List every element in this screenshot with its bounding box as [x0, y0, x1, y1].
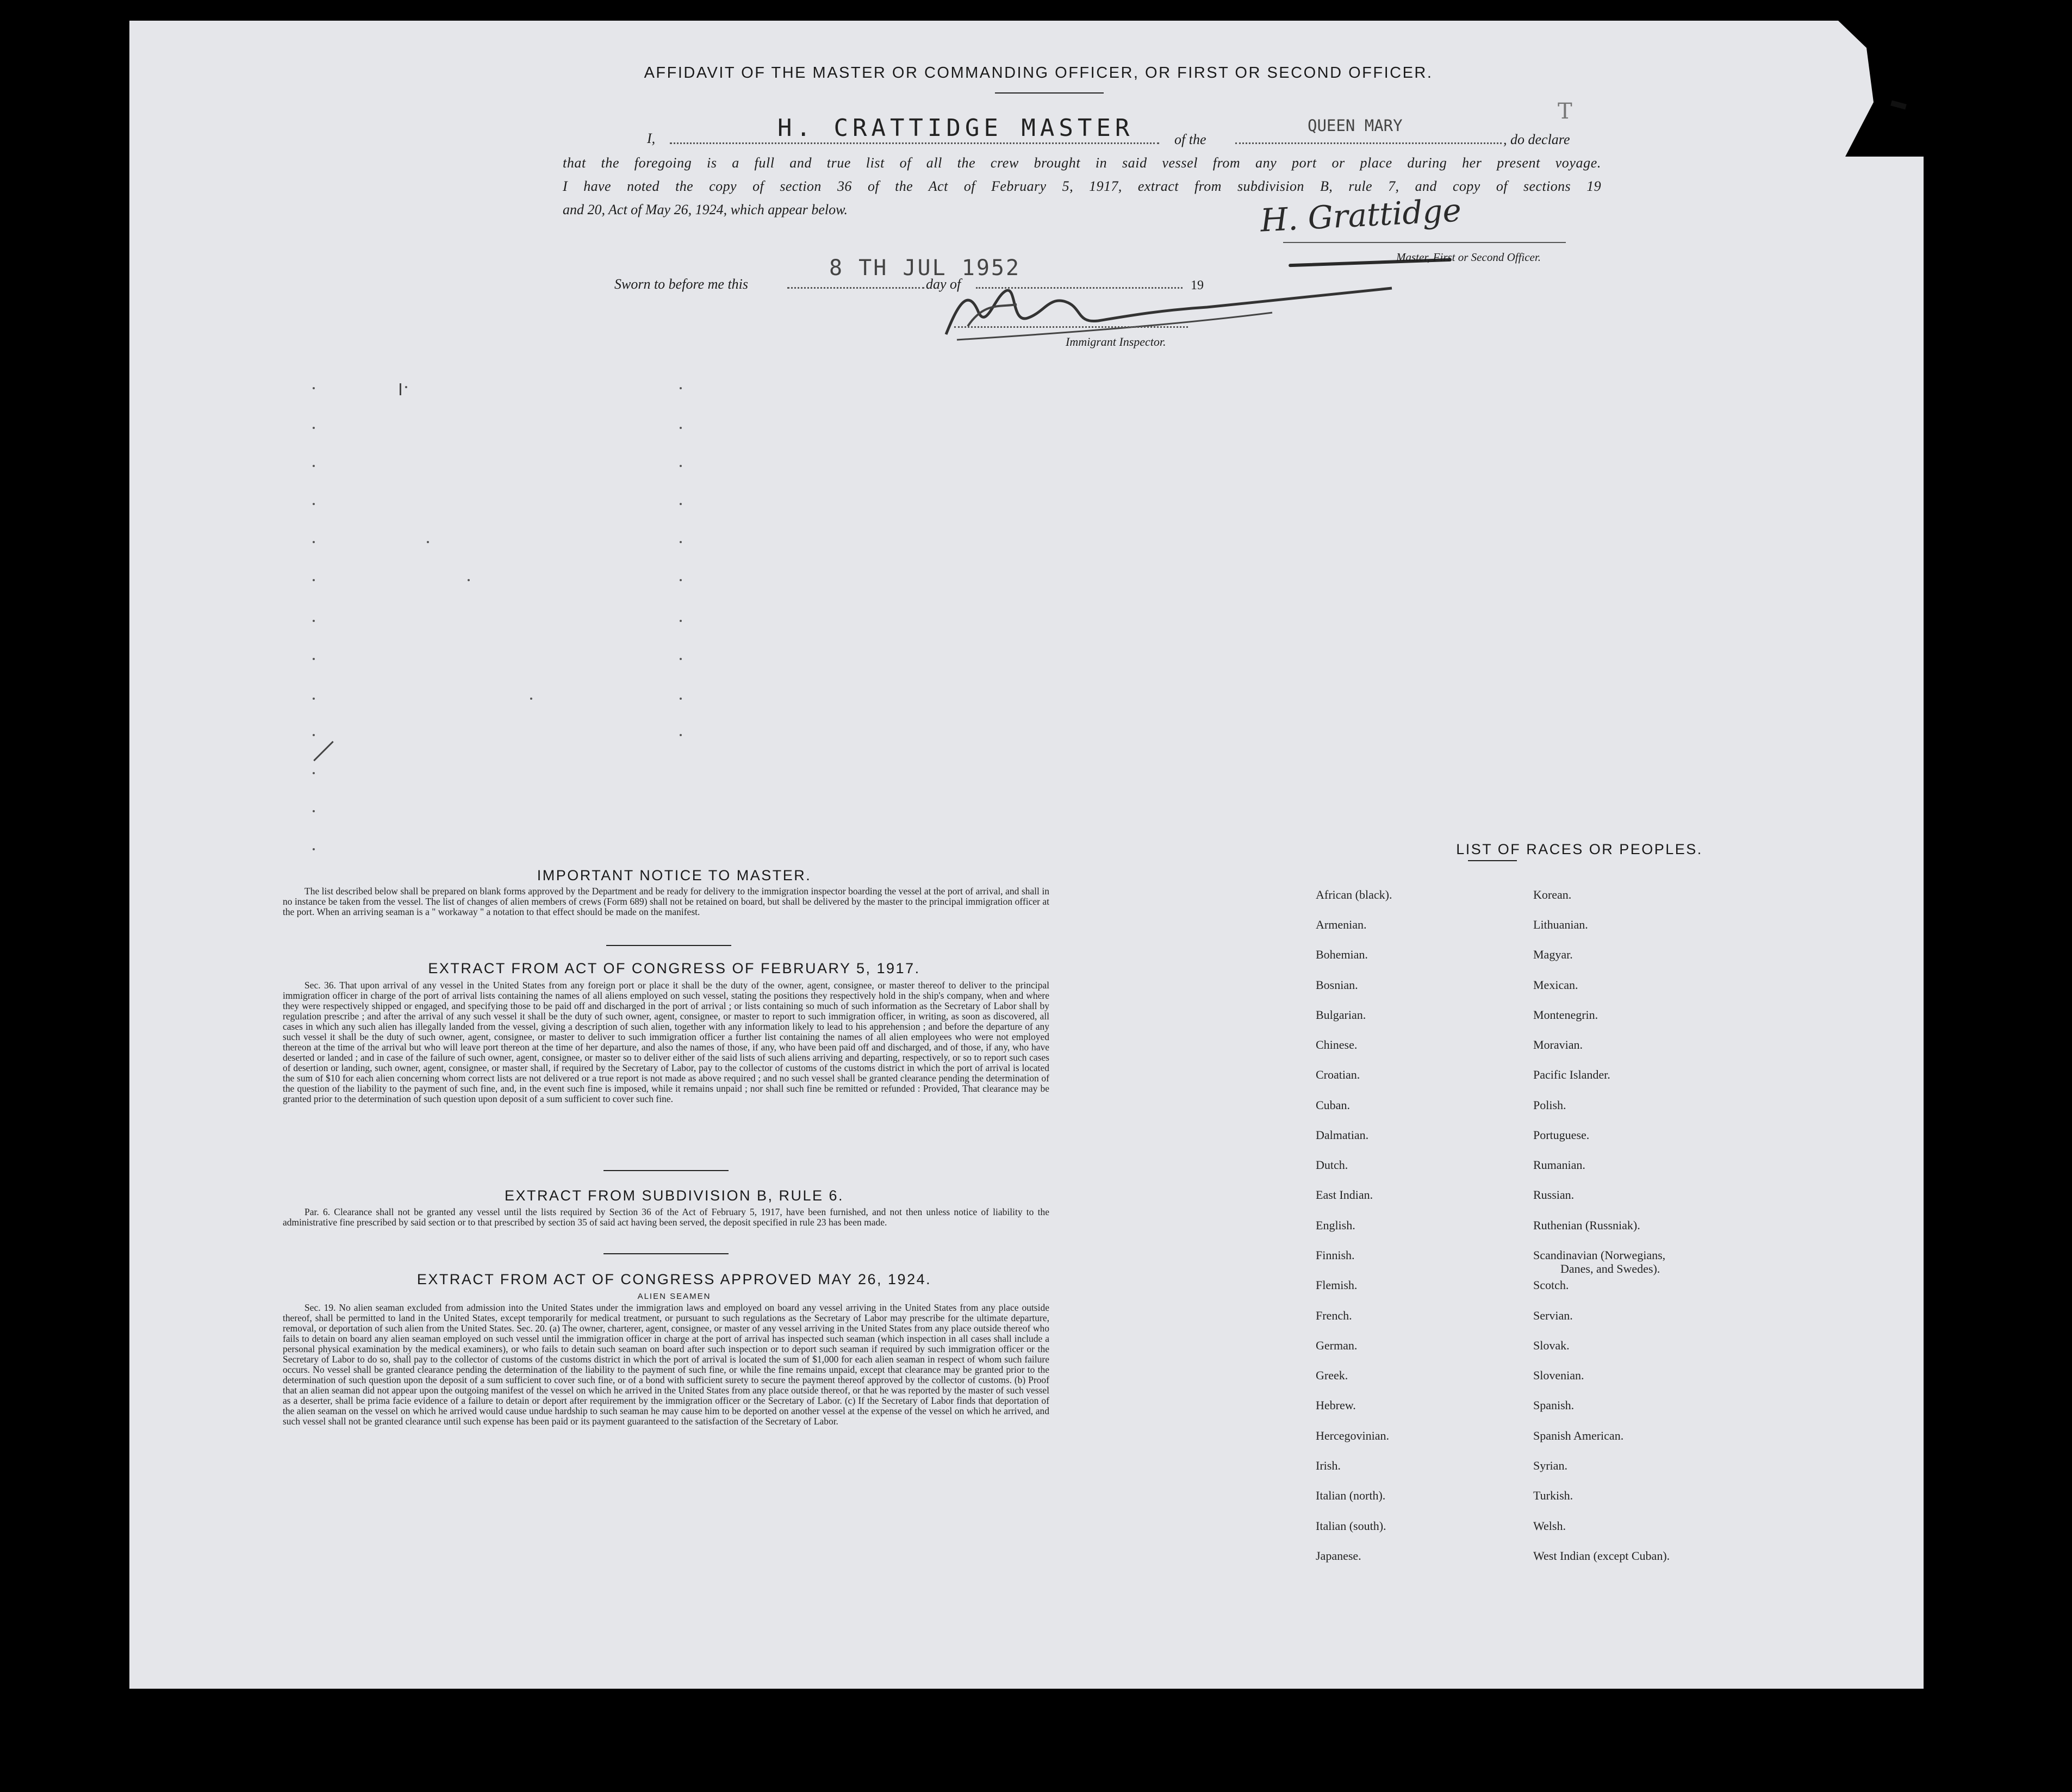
master-caption: Master, First or Second Officer.: [1396, 251, 1541, 264]
race-item: Scandinavian (Norwegians,: [1533, 1248, 1666, 1262]
race-item: German.: [1316, 1339, 1358, 1352]
mark: [405, 386, 407, 388]
vessel-stamp: QUEEN MARY: [1308, 116, 1403, 135]
vessel-line: [1235, 142, 1502, 144]
races-heading-underline: [1468, 860, 1517, 861]
binder-hole: [1932, 493, 1959, 520]
race-item: African (black).: [1316, 888, 1392, 901]
race-item: Bulgarian.: [1316, 1008, 1366, 1022]
race-item: Greek.: [1316, 1368, 1348, 1382]
extract-1924-heading: EXTRACT FROM ACT OF CONGRESS APPROVED MAY 26, 1924.: [416, 1271, 932, 1287]
inspector-caption: Immigrant Inspector.: [1066, 335, 1166, 349]
race-item: Servian.: [1533, 1309, 1573, 1322]
binder-hole: [1932, 1052, 1959, 1079]
notice-heading: IMPORTANT NOTICE TO MASTER.: [537, 867, 812, 883]
race-item: Rumanian.: [1533, 1158, 1585, 1172]
binder-hole: [1932, 1384, 1959, 1411]
race-item: Lithuanian.: [1533, 918, 1588, 931]
race-item: Syrian.: [1533, 1459, 1567, 1472]
mark: [313, 387, 315, 389]
signature-line: [1283, 242, 1566, 243]
affidavit-title: AFFIDAVIT OF THE MASTER OR COMMANDING OFFICER, OR FIRST OR SECOND OFFICER.: [644, 64, 1433, 82]
race-item: Spanish American.: [1533, 1429, 1624, 1442]
race-item: Slovak.: [1533, 1339, 1570, 1352]
year-prefix: 19: [1191, 278, 1204, 293]
race-item: Japanese.: [1316, 1549, 1361, 1563]
affidavit-line-4: and 20, Act of May 26, 1924, which appear below.: [563, 202, 848, 217]
race-item: Korean.: [1533, 888, 1572, 901]
extract-1924-subheading: ALIEN SEAMEN: [637, 1292, 711, 1301]
race-item: Spanish.: [1533, 1398, 1575, 1412]
affidavit-line-3: I have noted the copy of section 36 of the Act of February 5, 1917, extract from subdivision B, rule 7, and copy of sections 19: [563, 178, 1601, 194]
race-item: Montenegrin.: [1533, 1008, 1598, 1022]
mark: [680, 698, 682, 700]
sworn-label: Sworn to before me this: [614, 276, 749, 292]
race-item: English.: [1316, 1218, 1355, 1232]
race-item: Welsh.: [1533, 1519, 1566, 1533]
binder-hole: [1932, 245, 1959, 272]
mark: [313, 772, 315, 774]
do-declare-label: , do declare: [1503, 132, 1570, 147]
race-item-continuation: Danes, and Swedes).: [1560, 1262, 1660, 1275]
mark: [530, 698, 532, 700]
race-item: Italian (north).: [1316, 1489, 1386, 1502]
title-underline: [995, 92, 1104, 94]
divider: [603, 1253, 729, 1254]
race-item: French.: [1316, 1309, 1352, 1322]
mark: [680, 579, 682, 581]
race-item: West Indian (except Cuban).: [1533, 1549, 1670, 1563]
mark: [680, 427, 682, 429]
mark: [313, 620, 315, 622]
mark: [680, 387, 682, 389]
binder-hole: [1932, 1466, 1959, 1494]
sworn-day-line: [787, 287, 924, 289]
mark: [313, 427, 315, 429]
race-item: Polish.: [1533, 1098, 1566, 1112]
divider: [606, 945, 731, 946]
race-item: Finnish.: [1316, 1248, 1355, 1262]
mark: [313, 658, 315, 660]
race-item: Dutch.: [1316, 1158, 1348, 1172]
affidavit-line-2: that the foregoing is a full and true list of all the crew brought in said vessel from any port or place during her present voyage.: [563, 155, 1601, 171]
master-signature: H. Grattidge: [1259, 191, 1463, 239]
corner-mark: T: [1558, 99, 1572, 124]
mark: [468, 579, 470, 581]
race-item: Scotch.: [1533, 1278, 1569, 1292]
mark: [313, 579, 315, 581]
mark: [680, 503, 682, 505]
race-item: Flemish.: [1316, 1278, 1358, 1292]
race-item: Italian (south).: [1316, 1519, 1386, 1533]
inspector-signature: [935, 275, 1403, 345]
mark: [680, 465, 682, 467]
extract-1917-heading: EXTRACT FROM ACT OF CONGRESS OF FEBRUARY 5, 1917.: [428, 960, 920, 976]
mark: [680, 620, 682, 622]
race-item: Armenian.: [1316, 918, 1367, 931]
race-item: East Indian.: [1316, 1188, 1373, 1202]
extract-1917-body: Sec. 36. That upon arrival of any vessel in the United States from any foreign port or place it shall be the duty of the owner, agent, consignee, or master thereof to deliver to the principal immigration officer in charge of the port of arrival lists containing the names of all aliens employed on such vessel, stating the positions they respectively hold in the ship's company, when and where they were respectively shipped or engaged, and specifying those to be paid off and discharged in the port of arrival ; or lists containing so much of such information as the Secretary of Labor shall by regulation prescribe ; and after the arrival of any such vessel it shall be the duty of such owner, agent, consignee, or master to report to such immigration officer, in writing, as soon as discovered, all cases in which any such alien has illegally landed from the vessel, giving a description of such alien, together with any information likely to lead to his apprehension ; and before the departure of any such vessel it shall be the duty of such owner, agent, consignee, or master to deliver to such immigration officer a further list containing the names of all alien employees who were not employed thereon at the time of the arrival but who will leave port thereon at the time of her departure, and also the names of those, if any, who have been paid off and discharged, and of those, if any, who have deserted or landed ; and in case of the failure of such owner, agent, consignee, or master so to deliver either of the said lists of such aliens arriving and departing, respectively, or so to report such cases of desertion or landing, such owner, agent, consignee, or master shall, if required by the Secretary of Labor, pay to the collector of customs of the customs district in which the port of arrival is located the sum of $10 for each alien concerning whom correct lists are not delivered or a true report is not made as above required ; and no such vessel shall be granted clearance pending the determination of the question of the liability to the payment of such fine, and, in the event such fine is imposed, while it remains unpaid ; nor shall such fine be remitted or refunded : Provided, That clearance may be granted prior to the determination of such question upon deposit of a sum sufficient to cover such fine.: [283, 980, 1049, 1104]
binder-hole: [1932, 580, 1959, 607]
mark: [680, 734, 682, 736]
race-item: Chinese.: [1316, 1038, 1358, 1051]
mark: [313, 810, 315, 812]
divider: [603, 1170, 729, 1171]
race-item: Bohemian.: [1316, 948, 1368, 961]
affidavit-pronoun: I,: [647, 130, 656, 146]
mark: [313, 698, 315, 700]
race-item: Mexican.: [1533, 978, 1578, 992]
mark: [427, 541, 429, 543]
race-item: Turkish.: [1533, 1489, 1573, 1502]
date-stamp: 8 TH JUL 1952: [829, 256, 1021, 281]
subdivision-body: Par. 6. Clearance shall not be granted any vessel until the lists required by Section 36 of the Act of February 5, 1917, have been furnished, and not then unless notice of liability to the administrative fine prescribed by said section or to that prescribed by section 35 of said act having been served, the deposit specified in rule 23 has been made.: [283, 1206, 1049, 1228]
race-item: Irish.: [1316, 1459, 1341, 1472]
inspector-line: [954, 326, 1188, 328]
day-of-label: day of: [926, 276, 961, 292]
name-line: [670, 142, 1159, 144]
race-item: Russian.: [1533, 1188, 1575, 1202]
race-item: Cuban.: [1316, 1098, 1350, 1112]
race-item: Hercegovinian.: [1316, 1429, 1389, 1442]
race-item: Moravian.: [1533, 1038, 1583, 1051]
mark: [313, 541, 315, 543]
binder-hole: [1932, 1137, 1959, 1165]
race-item: Magyar.: [1533, 948, 1573, 961]
race-item: Portuguese.: [1533, 1128, 1590, 1142]
mark: [313, 503, 315, 505]
race-item: Hebrew.: [1316, 1398, 1356, 1412]
race-item: Pacific Islander.: [1533, 1068, 1610, 1081]
race-item: Dalmatian.: [1316, 1128, 1369, 1142]
of-the-label: of the: [1174, 132, 1206, 147]
mark: [680, 541, 682, 543]
mark: [313, 465, 315, 467]
mark: [680, 658, 682, 660]
race-item: Croatian.: [1316, 1068, 1360, 1081]
races-heading: LIST OF RACES OR PEOPLES.: [1456, 841, 1703, 857]
race-item: Ruthenian (Russniak).: [1533, 1218, 1640, 1232]
mark: [313, 848, 315, 850]
race-item: Slovenian.: [1533, 1368, 1584, 1382]
race-item: Bosnian.: [1316, 978, 1358, 992]
master-name-handwritten: H. CRATTIDGE MASTER: [777, 114, 1134, 142]
extract-1924-body: Sec. 19. No alien seaman excluded from admission into the United States under the immigration laws and employed on board any vessel arriving in the United States from any place outside thereof, shall be permitted to land in the United States, except temporarily for medical treatment, or pursuant to such regulations as the Secretary of Labor may prescribe for the ultimate departure, removal, or deportation of such alien from the United States. Sec. 20. (a) The owner, charterer, agent, consignee, or master of any vessel arriving in the United States from any place outside thereof who fails to detain on board any alien seaman employed on such vessel until the immigration officer in charge at the port of arrival has inspected such seaman (which inspection in all cases shall include a personal physical examination by the medical examiners), or who fails to detain such seaman on board after such inspection or to deport such seaman if required by such immigration officer or the Secretary of Labor to do so, shall pay to the collector of customs of the customs district in which the port of arrival is located the sum of $1,000 for each alien seaman in respect of whom such failure occurs. No vessel shall be granted clearance pending the determination of the liability to the payment of such fine, or while the fine remains unpaid, except that clearance may be granted prior to the determination of such question upon the deposit of a sum sufficient to cover such fine, or of a bond with sufficient surety to secure the payment thereof approved by the collector of customs. (b) Proof that an alien seaman did not appear upon the outgoing manifest of the vessel on which he arrived in the United States from any place outside thereof, or that he was reported by the master of such vessel as a deserter, shall be prima facie evidence of a failure to detain or deport after requirement by the immigration officer or the Secretary of Labor. (c) If the Secretary of Labor finds that deportation of the alien seaman on the vessel on which he arrived would cause undue hardship to such seaman he may cause him to be deported on another vessel at the expense of the vessel on which he arrived, and such vessel shall not be granted clearance until such expense has been paid or its payment guaranteed to the satisfaction of the Secretary of Labor.: [283, 1302, 1049, 1427]
pen-stroke: [400, 383, 401, 395]
notice-body: The list described below shall be prepared on blank forms approved by the Department and be ready for delivery to the immigration inspector boarding the vessel at the port of arrival, and shall in no instance be taken from the vessel. The list of changes of alien members of crews (Form 689) shall not be retained on board, but shall be delivered by the master to the principal immigration officer at the port. When an arriving seaman is a " workaway " a notation to that effect should be made on the manifest.: [283, 886, 1049, 917]
mark: [313, 734, 315, 736]
subdivision-heading: EXTRACT FROM SUBDIVISION B, RULE 6.: [504, 1187, 844, 1204]
